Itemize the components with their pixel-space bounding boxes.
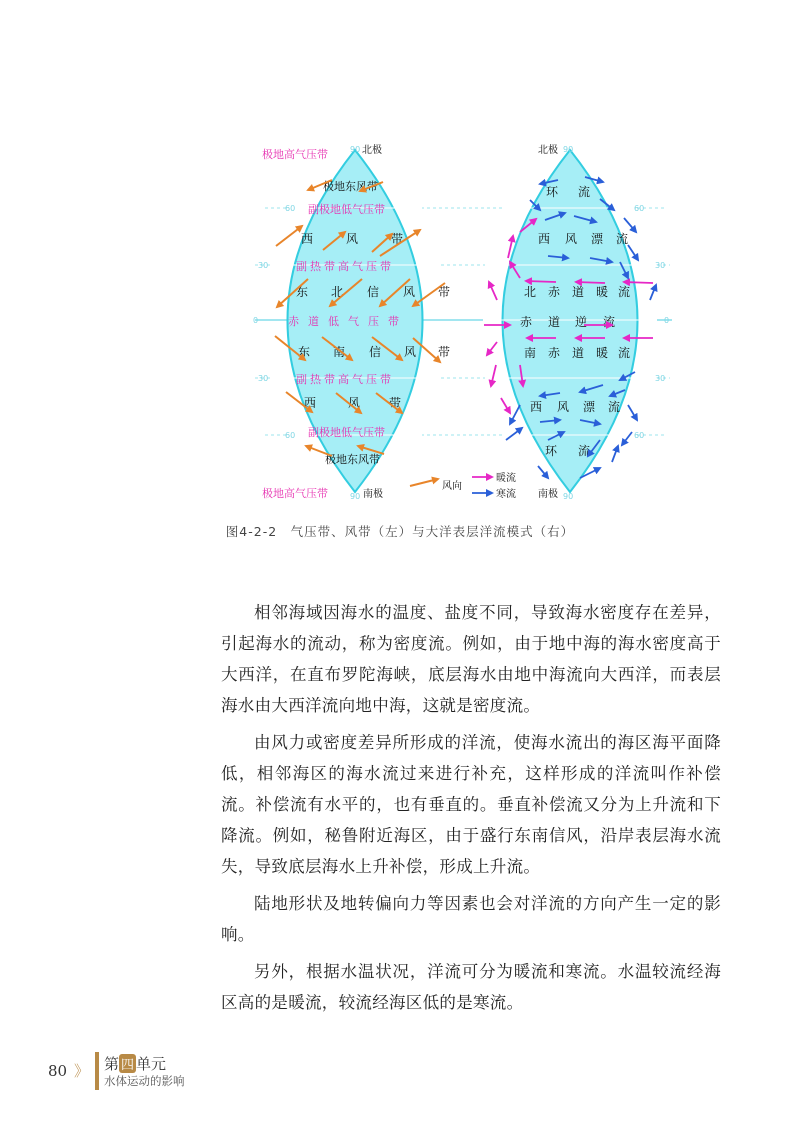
right-lat-60-n: 60 xyxy=(634,204,645,213)
unit-title xyxy=(104,1053,166,1074)
counter-current-char: 流 xyxy=(603,315,616,329)
west-wind-drift-s-char: 流 xyxy=(608,400,621,414)
band-char: 西 xyxy=(304,396,317,410)
north-pole-label-right: 北极 xyxy=(538,145,558,156)
north-equatorial-char: 北 xyxy=(524,285,537,299)
warm-arrow xyxy=(491,365,496,386)
north-equatorial-char: 道 xyxy=(572,285,585,299)
band-char: 东 xyxy=(298,345,311,359)
west-wind-drift-s-char: 风 xyxy=(557,400,570,414)
west-wind-drift-n-char: 漂 xyxy=(591,232,604,246)
left-lat-30-s: 30 xyxy=(258,374,269,383)
polar-easterlies-s-label: 极地东风带 xyxy=(325,453,380,466)
left-lat-90-top: 90 xyxy=(350,145,361,154)
right-lat-90-bottom: 90 xyxy=(563,492,574,501)
right-lat-0: 0 xyxy=(664,316,670,325)
paragraph: 相邻海域因海水的温度、盐度不同，导致海水密度存在差异，引起海水的流动，称为密度流。例如，由于地中海的海水密度高于大西洋，在直布罗陀海峡，底层海水由地中海流向大西洋，而表层海水由大西洋流向地中海，这就是密度流。 xyxy=(221,603,721,715)
gyre-n-char: 流 xyxy=(578,185,591,199)
west-wind-drift-n-char: 流 xyxy=(616,232,629,246)
band-char: 带 xyxy=(389,396,402,410)
warm-arrow xyxy=(624,282,653,283)
south-equatorial-char: 流 xyxy=(618,346,631,360)
unit-number-badge: 四 xyxy=(119,1054,136,1073)
right-lat-60-s: 60 xyxy=(634,431,645,440)
legend xyxy=(410,471,516,500)
warm-arrow xyxy=(501,398,510,413)
north-polar-high-label: 极地高气压带 xyxy=(262,148,328,161)
left-lat-90-bottom: 90 xyxy=(350,492,361,501)
left-lat-60-n: 60 xyxy=(285,204,296,213)
west-wind-drift-s-char: 漂 xyxy=(583,400,596,414)
cold-arrow xyxy=(628,245,638,260)
legend-wind-swatch xyxy=(410,479,438,486)
gyre-n-char: 环 xyxy=(546,185,559,199)
west-wind-drift-n-char: 风 xyxy=(565,232,578,246)
legend-warm-label: 暖流 xyxy=(496,473,516,484)
unit-prefix: 第 xyxy=(104,1055,120,1073)
cold-arrow xyxy=(510,405,520,424)
band-char: 风 xyxy=(348,396,361,410)
band-char: 带 xyxy=(438,285,451,299)
south-equatorial-char: 暖 xyxy=(596,346,609,360)
body-text xyxy=(221,597,721,1024)
north-equatorial-char: 流 xyxy=(618,285,631,299)
band-char: 西 xyxy=(301,232,314,246)
gyre-s-char: 流 xyxy=(578,444,591,458)
counter-current-char: 道 xyxy=(548,315,561,329)
left-lat-30-n: 30 xyxy=(258,261,269,270)
right-lat-90-top: 90 xyxy=(563,145,574,154)
page-number: 80 xyxy=(48,1062,68,1080)
cold-arrow xyxy=(622,432,632,445)
band-char: 带 xyxy=(438,345,451,359)
band-char: 信 xyxy=(367,285,380,299)
paragraph: 由风力或密度差异所形成的洋流，使海水流出的海区海平面降低，相邻海区的海水流过来进行补充，这样形成的洋流叫作补偿流。补偿流有水平的，也有垂直的。垂直补偿流又分为上升流和下降流。例如，秘鲁附近海区，由于盛行东南信风，沿岸表层海水流失，导致底层海水上升补偿，形成上升流。 xyxy=(221,733,721,876)
west-wind-drift-n-char: 西 xyxy=(538,232,551,246)
left-lat-60-s: 60 xyxy=(285,431,296,440)
paragraph: 陆地形状及地转偏向力等因素也会对洋流的方向产生一定的影响。 xyxy=(221,894,721,944)
legend-wind-label: 风向 xyxy=(442,481,462,492)
equatorial-low-label: 赤道低气压带 xyxy=(288,315,408,328)
footer-divider xyxy=(95,1052,99,1090)
warm-arrow xyxy=(487,342,497,355)
cold-arrow xyxy=(612,446,618,462)
cold-arrow xyxy=(538,466,548,478)
paragraph: 另外，根据水温状况，洋流可分为暖流和寒流。水温较流经海区高的是暖流，较流经海区低的是寒流。 xyxy=(221,962,721,1012)
north-equatorial-char: 暖 xyxy=(596,285,609,299)
legend-cold-label: 寒流 xyxy=(496,489,516,500)
wind-arrow xyxy=(276,226,302,246)
subtropical-high-s-label: 副热带高气压带 xyxy=(296,373,394,386)
chevron-icon: 》 xyxy=(74,1062,87,1080)
subtropical-high-n-label: 副热带高气压带 xyxy=(296,260,394,273)
north-equatorial-char: 赤 xyxy=(548,285,561,299)
band-char: 带 xyxy=(391,232,404,246)
unit-suffix: 单元 xyxy=(136,1055,167,1073)
unit-subtitle: 水体运动的影响 xyxy=(104,1074,185,1088)
subpolar-low-s-label: 副极地低气压带 xyxy=(308,426,385,439)
pressure-wind-current-figure xyxy=(0,0,800,520)
band-char: 信 xyxy=(369,345,382,359)
right-lat-30-n: 30 xyxy=(655,261,666,270)
south-pole-label-right: 南极 xyxy=(538,489,558,500)
warm-arrow xyxy=(489,282,497,300)
north-pole-label-left: 北极 xyxy=(362,145,382,156)
south-equatorial-char: 赤 xyxy=(548,346,561,360)
subpolar-low-n-label: 副极地低气压带 xyxy=(308,203,385,216)
band-char: 南 xyxy=(333,345,346,359)
right-lat-30-s: 30 xyxy=(655,374,666,383)
cold-arrow xyxy=(506,428,522,440)
gyre-s-char: 环 xyxy=(545,444,558,458)
band-char: 风 xyxy=(403,285,416,299)
band-char: 东 xyxy=(296,285,309,299)
west-wind-drift-s-char: 西 xyxy=(530,400,543,414)
figure-caption: 图4-2-2 气压带、风带（左）与大洋表层洋流模式（右） xyxy=(225,524,575,539)
cold-arrow xyxy=(628,405,637,420)
counter-current-char: 赤 xyxy=(520,315,533,329)
band-char: 风 xyxy=(346,232,359,246)
counter-current-char: 逆 xyxy=(575,315,588,329)
warm-arrow xyxy=(576,282,605,283)
left-lat-0: 0 xyxy=(253,316,259,325)
band-char: 风 xyxy=(404,345,417,359)
south-equatorial-char: 道 xyxy=(572,346,585,360)
south-pole-label-left: 南极 xyxy=(363,489,383,500)
south-equatorial-char: 南 xyxy=(524,346,537,360)
warm-arrow xyxy=(526,281,556,282)
cold-arrow xyxy=(624,218,636,232)
cold-arrow xyxy=(650,285,656,300)
polar-easterlies-n-label: 极地东风带 xyxy=(323,180,378,193)
band-char: 北 xyxy=(331,285,344,299)
south-polar-high-label: 极地高气压带 xyxy=(262,487,328,500)
